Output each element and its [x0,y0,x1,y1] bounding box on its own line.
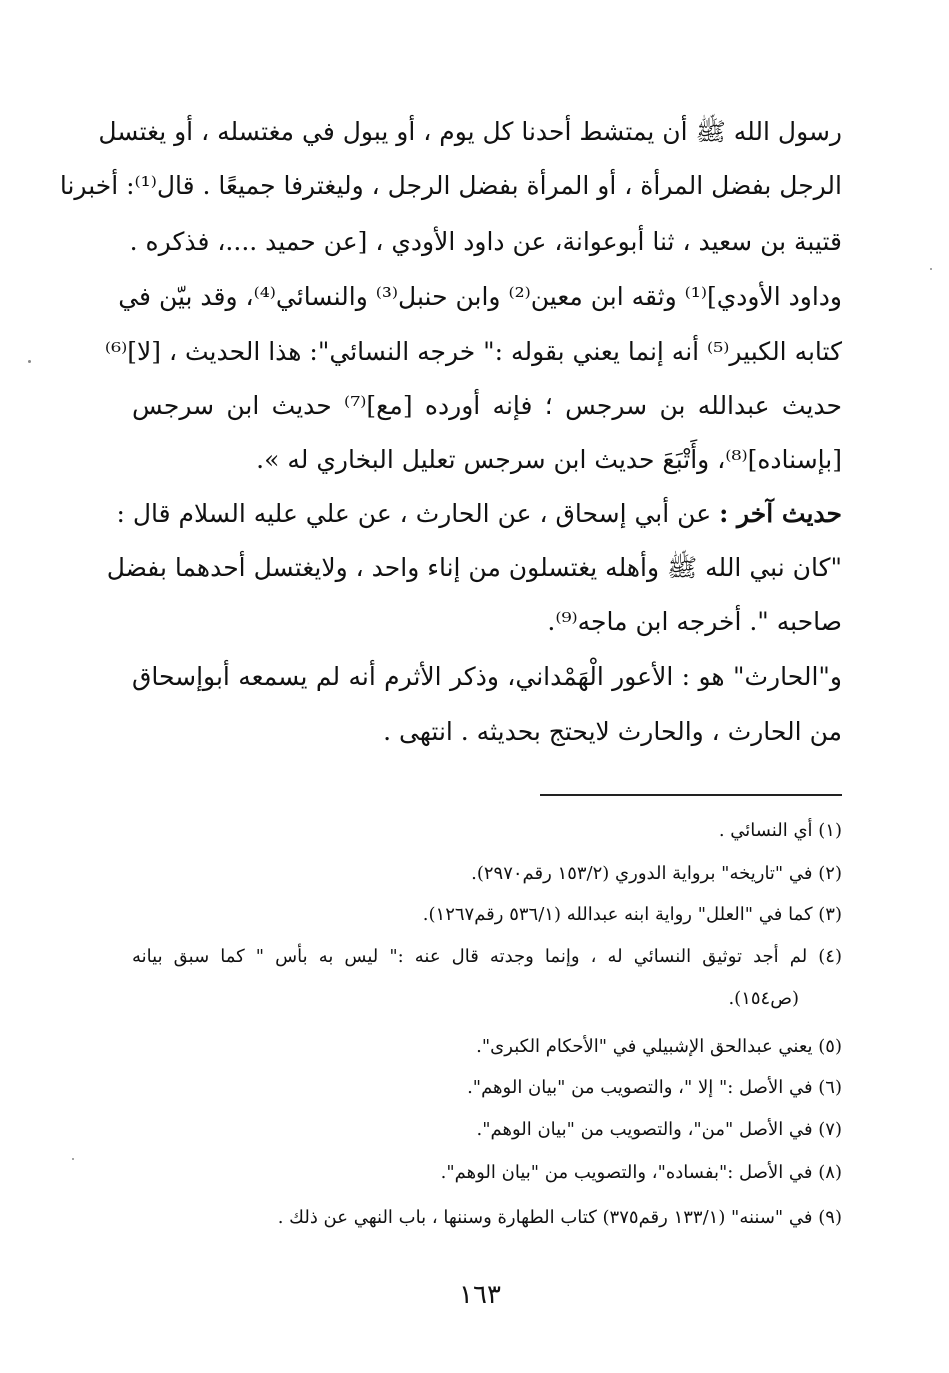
body-line-7: [بإسناده]⁽⁸⁾، وأَتْبَعَ حديث ابن سرجس تعليل البخاري له ». [256,445,842,474]
body-line-3: قتيبة بن سعيد ، ثنا أبوعوانة، عن داود الأودي ، [عن حميد ....، فذكره . [129,227,842,256]
footnote-2: (٢) في "تاريخه" برواية الدوري (١٥٣/٢ رقم٢٩٧٠). [471,863,842,884]
footnote-1: (١) أي النسائي . [718,820,842,841]
scan-speck [930,268,932,270]
body-line-6: حديث عبدالله بن سرجس ؛ فإنه أورده [مع]⁽⁷⁾ حديث ابن سرجس [132,391,842,420]
footnote-9: (٩) في "سننه" (١٣٣/١ رقم٣٧٥) كتاب الطهارة وسننها ، باب النهي عن ذلك . [277,1207,842,1228]
footnote-3: (٣) كما في "العلل" رواية ابنه عبدالله (٥٣٦/١ رقم١٢٦٧). [422,904,842,925]
footnote-separator [540,794,842,796]
hadith-chain: عن أبي إسحاق ، عن الحارث ، عن علي عليه السلام قال : [116,499,712,528]
footnote-7: (٧) في الأصل "من"، والتصويب من "بيان الوهم". [476,1119,842,1140]
body-line-4: وداود الأودي]⁽¹⁾ وثقه ابن معين⁽²⁾ وابن حنبل⁽³⁾ والنسائي⁽⁴⁾، وقد بيّن في [118,282,842,311]
body-line-9: "كان نبي الله ﷺ وأهله يغتسلون من إناء واحد ، ولايغتسل أحدهما بفضل [106,553,842,582]
hadith-line [116,494,842,534]
body-line-5: كتابه الكبير⁽⁵⁾ أنه إنما يعني بقوله :" خرجه النسائي": هذا الحديث ، [لا]⁽⁶⁾ [104,337,842,366]
scan-speck [28,360,31,363]
body-line-1: رسول الله ﷺ أن يمتشط أحدنا كل يوم ، أو يبول في مغتسله ، أو يغتسل [98,117,842,146]
body-line-10: صاحبه ". أخرجه ابن ماجه⁽⁹⁾. [547,607,842,636]
body-line-12: من الحارث ، والحارث لايحتج بحديثه . انتهى . [383,717,842,746]
page-number: ١٦٣ [459,1280,501,1310]
footnote-4: (٤) لم أجد توثيق النسائي له ، وإنما وجدته قال عنه :" ليس به بأس " كما سبق بيانه [132,946,842,967]
body-line-11: و"الحارث" هو : الأعور الْهَمْداني، وذكر الأثرم أنه لم يسمعه أبوإسحاق [132,662,842,691]
footnote-4-continued: (ص١٥٤). [728,988,799,1009]
body-line-2: الرجل بفضل المرأة ، أو المرأة بفضل الرجل ، وليغترفا جميعًا . قال⁽¹⁾: أخبرنا [59,171,842,200]
scan-speck [72,1158,74,1160]
footnote-8: (٨) في الأصل :"بفساده"، والتصويب من "بيان الوهم". [440,1162,842,1183]
footnote-6: (٦) في الأصل :" إلا "، والتصويب من "بيان الوهم". [467,1077,842,1098]
hadith-heading: حديث آخر : [719,499,842,528]
footnote-5: (٥) يعني عبدالحق الإشبيلي في "الأحكام الكبرى". [476,1036,842,1057]
